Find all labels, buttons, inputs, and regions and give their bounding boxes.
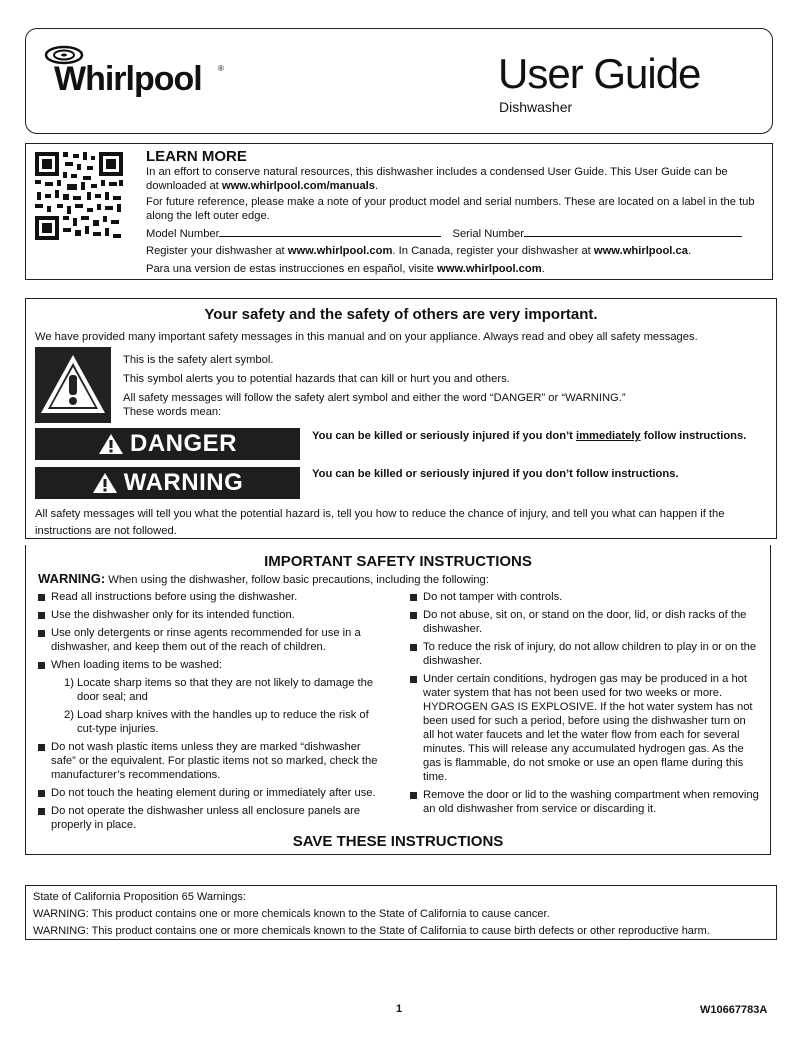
register-line (146, 244, 770, 258)
page-subtitle: Dishwasher (499, 99, 573, 115)
prop65-line-1: WARNING: This product contains one or more chemicals known to the State of California to cause cancer. (33, 908, 550, 920)
instructions-warning-text: When using the dishwasher, follow basic precautions, including the following: (105, 574, 489, 586)
register-end: . (687, 245, 692, 257)
spanish-line (146, 262, 770, 276)
manuals-link[interactable]: www.whirlpool.com/manuals (221, 180, 376, 192)
warning-triangle-icon (92, 472, 118, 494)
list-item: To reduce the risk of injury, do not allow children to play in or on the dishwasher. (410, 640, 760, 668)
symbol-line-2: This symbol alerts you to potential hazards that can kill or hurt you and others. (123, 373, 510, 385)
para1-end: . (375, 180, 379, 192)
trademark: ® (218, 64, 224, 73)
warning-banner (35, 467, 300, 499)
safety-title: Your safety and the safety of others are very important. (204, 306, 598, 323)
model-number-label: Model Number (146, 228, 220, 240)
instructions-warning-label: WARNING: (38, 571, 106, 586)
whirlpool-logo (40, 44, 224, 104)
symbol-line-3: All safety messages will follow the safety alert symbol and either the word “DANGER” or “WARNING.” (123, 392, 626, 404)
para1-text: In an effort to conserve natural resources, this dishwasher includes a condensed User Guide. This User Guide can be downloaded at (146, 166, 728, 192)
instructions-title: IMPORTANT SAFETY INSTRUCTIONS (264, 553, 532, 570)
list-item: Use only detergents or rinse agents recommended for use in a dishwasher, and keep them out of the reach of children. (38, 626, 378, 654)
danger-label: DANGER (129, 430, 237, 457)
sub-list-item: 2) Load sharp knives with the handles up to reduce the risk of cut-type injuries. (64, 709, 369, 735)
sub-list-item: 1) Locate sharp items so that they are not likely to damage the door seal; and (64, 677, 374, 703)
warning-text: You can be killed or seriously injured if you don’t follow instructions. (312, 468, 679, 480)
danger-text-emphasis: immediately (575, 430, 641, 442)
serial-number-blank[interactable] (524, 226, 742, 237)
danger-banner (35, 428, 300, 460)
serial-number-label: Serial Number (452, 228, 524, 240)
prop65-line-2: WARNING: This product contains one or more chemicals known to the State of California to cause birth defects or other reproductive harm. (33, 925, 710, 937)
learn-more-para1 (146, 165, 770, 193)
learn-more-para2: For future reference, please make a note of your product model and serial numbers. These are located on a label in the tub along the left outer edge. (146, 196, 755, 222)
list-item: Do not wash plastic items unless they are marked “dishwasher safe” or the equivalent. For plastic items not so marked, check the manufacturer’s recommendations. (38, 740, 378, 782)
danger-text-start: You can be killed or seriously injured if you don’t (312, 430, 576, 442)
safety-footer: All safety messages will tell you what the potential hazard is, tell you how to reduce the chance of injury, and tell you what can happen if the instructions are not followed. (35, 508, 725, 537)
symbol-line-4: These words mean: (123, 406, 222, 418)
list-item: When loading items to be washed: (38, 658, 378, 672)
list-item: Under certain conditions, hydrogen gas may be produced in a hot water system that has not been used for two weeks or more. HYDROGEN GAS IS EXPLOSIVE. If the hot water system has not been used for such a period, before using the dishwasher turn on all hot water faucets and let the water flow from each for several minutes. This will release any accumulated hydrogen gas. As the gas is flammable, do not smoke or use an open flame during this time. (410, 672, 760, 784)
register-link-ca[interactable]: www.whirlpool.ca (593, 245, 688, 257)
danger-triangle-icon (98, 433, 124, 455)
instructions-right-column (410, 590, 760, 820)
list-item: Do not operate the dishwasher unless all enclosure panels are properly in place. (38, 804, 378, 832)
instructions-warning (38, 572, 489, 587)
list-item: Do not tamper with controls. (410, 590, 760, 604)
list-item: Do not touch the heating element during or immediately after use. (38, 786, 378, 800)
model-number-blank[interactable] (219, 226, 441, 237)
document-code: W10667783A (700, 1004, 768, 1016)
learn-more-title: LEARN MORE (146, 148, 247, 165)
model-serial-line (146, 226, 770, 241)
register-text: Register your dishwasher at (146, 245, 288, 257)
instructions-left-column (38, 590, 378, 836)
list-item: Remove the door or lid to the washing compartment when removing an old dishwasher from service or discarding it. (410, 788, 760, 816)
spanish-link[interactable]: www.whirlpool.com (437, 263, 542, 275)
register-link-us[interactable]: www.whirlpool.com (287, 245, 393, 257)
spanish-text: Para una version de estas instrucciones en español, visite (146, 263, 438, 275)
prop65-title: State of California Proposition 65 Warnings: (33, 891, 246, 903)
danger-text (312, 430, 746, 442)
symbol-line-1: This is the safety alert symbol. (123, 354, 274, 366)
page-title: User Guide (498, 50, 701, 97)
brand-name: Whirlpool (54, 60, 202, 98)
qr-code-icon (33, 150, 125, 242)
list-item: Use the dishwasher only for its intended function. (38, 608, 378, 622)
list-item: Read all instructions before using the dishwasher. (38, 590, 378, 604)
warning-triangle-icon (35, 347, 111, 423)
save-instructions-heading: SAVE THESE INSTRUCTIONS (292, 833, 504, 850)
spanish-end: . (541, 263, 545, 275)
safety-alert-symbol (35, 347, 111, 423)
warning-label: WARNING (123, 469, 244, 496)
register-mid: . In Canada, register your dishwasher at (392, 245, 594, 257)
page-number: 1 (396, 1003, 403, 1015)
danger-text-end: follow instructions. (640, 430, 747, 442)
list-item: Do not abuse, sit on, or stand on the door, lid, or dish racks of the dishwasher. (410, 608, 760, 636)
safety-intro: We have provided many important safety messages in this manual and on your appliance. Always read and obey all safety messages. (35, 331, 698, 343)
